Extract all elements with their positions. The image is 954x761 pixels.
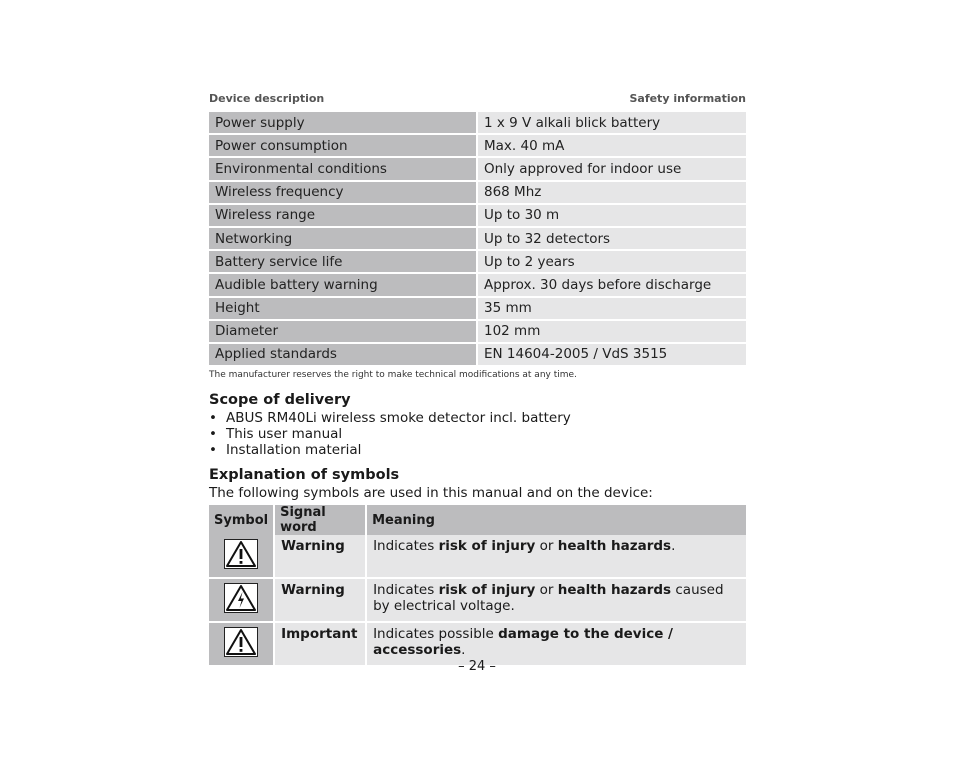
running-header: [209, 92, 746, 112]
table-row: [209, 273, 746, 296]
header-left: Device description: [209, 92, 325, 105]
spec-value: 102 mm: [477, 320, 746, 343]
table-row: [209, 227, 746, 250]
meaning-text: Indicates risk of injury or health hazards caused by electrical voltage.: [366, 578, 746, 622]
column-header-signal-word: Signal word: [274, 505, 366, 535]
table-row: [209, 157, 746, 180]
warning-exclamation-icon: [209, 535, 274, 578]
scope-heading: Scope of delivery: [209, 392, 351, 409]
spec-value: 1 x 9 V alkali blick battery: [477, 112, 746, 134]
spec-value: 868 Mhz: [477, 181, 746, 204]
symbols-table: [209, 505, 746, 667]
table-row: [209, 250, 746, 273]
table-row: [209, 343, 746, 366]
table-row: [209, 578, 746, 622]
symbols-intro: The following symbols are used in this manual and on the device:: [209, 485, 653, 502]
bullet: •: [209, 442, 217, 459]
signal-word: Important: [274, 622, 366, 666]
page-number: – 24 –: [458, 659, 496, 674]
spec-key: Applied standards: [209, 343, 477, 366]
signal-word: Warning: [274, 535, 366, 578]
modification-note: The manufacturer reserves the right to make technical modifications at any time.: [209, 370, 577, 381]
spec-key: Environmental conditions: [209, 157, 477, 180]
list-item: [209, 410, 746, 426]
spec-value: Up to 2 years: [477, 250, 746, 273]
table-row: [209, 134, 746, 157]
list-item-text: This user manual: [226, 426, 343, 443]
spec-value: Max. 40 mA: [477, 134, 746, 157]
table-row: [209, 535, 746, 578]
header-right: Safety information: [629, 92, 746, 105]
bullet: •: [209, 426, 217, 443]
spec-key: Networking: [209, 227, 477, 250]
spec-value: 35 mm: [477, 297, 746, 320]
list-item-text: Installation material: [226, 442, 362, 459]
specifications-table: [209, 112, 746, 367]
electrical-voltage-icon: [209, 578, 274, 622]
meaning-text: Indicates risk of injury or health hazards.: [366, 535, 746, 578]
spec-key: Diameter: [209, 320, 477, 343]
list-item: [209, 442, 746, 458]
spec-key: Wireless frequency: [209, 181, 477, 204]
spec-value: Up to 32 detectors: [477, 227, 746, 250]
column-header-symbol: Symbol: [209, 505, 274, 535]
table-row: [209, 181, 746, 204]
signal-word: Warning: [274, 578, 366, 622]
table-row: [209, 297, 746, 320]
spec-value: Approx. 30 days before discharge: [477, 273, 746, 296]
spec-key: Height: [209, 297, 477, 320]
spec-value: Up to 30 m: [477, 204, 746, 227]
list-item: [209, 426, 746, 442]
spec-key: Power consumption: [209, 134, 477, 157]
scope-list: [209, 410, 746, 458]
table-row: [209, 320, 746, 343]
bullet: •: [209, 410, 217, 427]
spec-value: EN 14604-2005 / VdS 3515: [477, 343, 746, 366]
meaning-text: Indicates possible damage to the device / accessories.: [366, 622, 746, 666]
spec-key: Power supply: [209, 112, 477, 134]
table-header-row: [209, 505, 746, 535]
list-item-text: ABUS RM40Li wireless smoke detector incl. battery: [226, 410, 571, 427]
spec-key: Audible battery warning: [209, 273, 477, 296]
symbols-heading: Explanation of symbols: [209, 467, 400, 484]
table-row: [209, 204, 746, 227]
column-header-meaning: Meaning: [366, 505, 746, 535]
table-row: [209, 112, 746, 134]
spec-key: Wireless range: [209, 204, 477, 227]
page: [209, 92, 746, 667]
spec-value: Only approved for indoor use: [477, 157, 746, 180]
spec-key: Battery service life: [209, 250, 477, 273]
